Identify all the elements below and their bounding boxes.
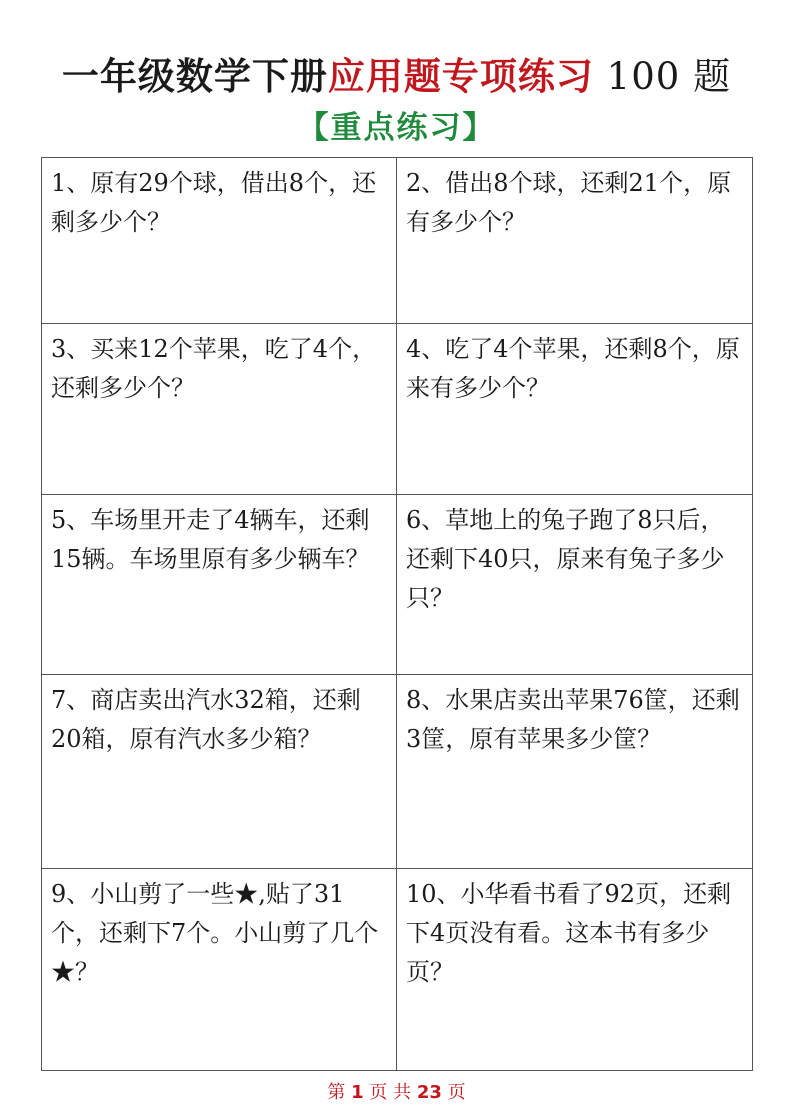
title-count-part: 100 题 (593, 55, 732, 98)
current-page-number: 1 (351, 1082, 364, 1103)
problem-cell-9: 9、小山剪了一些★,贴了31个，还剩下7个。小山剪了几个★？ (42, 869, 397, 1070)
problem-cell-2: 2、借出8个球，还剩21个，原有多少个？ (397, 158, 752, 324)
footer-prefix: 第 (327, 1082, 352, 1103)
page-title (0, 52, 793, 101)
problem-cell-4: 4、吃了4个苹果，还剩8个，原来有多少个？ (397, 324, 752, 495)
problem-cell-3: 3、买来12个苹果，吃了4个，还剩多少个？ (42, 324, 397, 495)
title-grade-part: 一年级数学下册 (61, 54, 328, 98)
footer-suffix: 页 (441, 1082, 466, 1103)
total-pages-number: 23 (416, 1082, 442, 1103)
problem-cell-1: 1、原有29个球，借出8个，还剩多少个？ (42, 158, 397, 324)
problem-cell-8: 8、水果店卖出苹果76筐，还剩3筐，原有苹果多少筐？ (397, 675, 752, 869)
problem-cell-10: 10、小华看书看了92页，还剩下4页没有看。这本书有多少页？ (406, 880, 732, 986)
problem-grid (41, 157, 753, 1071)
problem-cell-7: 7、商店卖出汽水32箱，还剩20箱，原有汽水多少箱？ (42, 675, 397, 869)
footer-middle: 页 共 (363, 1082, 417, 1103)
title-topic-part: 应用题专项练习 (327, 54, 594, 98)
problem-cell-6: 6、草地上的兔子跑了8只后，还剩下40只，原来有兔子多少只？ (397, 495, 752, 675)
page-footer (0, 1080, 793, 1106)
page-subtitle: 【重点练习】 (297, 110, 496, 146)
problem-cell-5: 5、车场里开走了4辆车，还剩15辆。车场里原有多少辆车？ (42, 495, 397, 675)
